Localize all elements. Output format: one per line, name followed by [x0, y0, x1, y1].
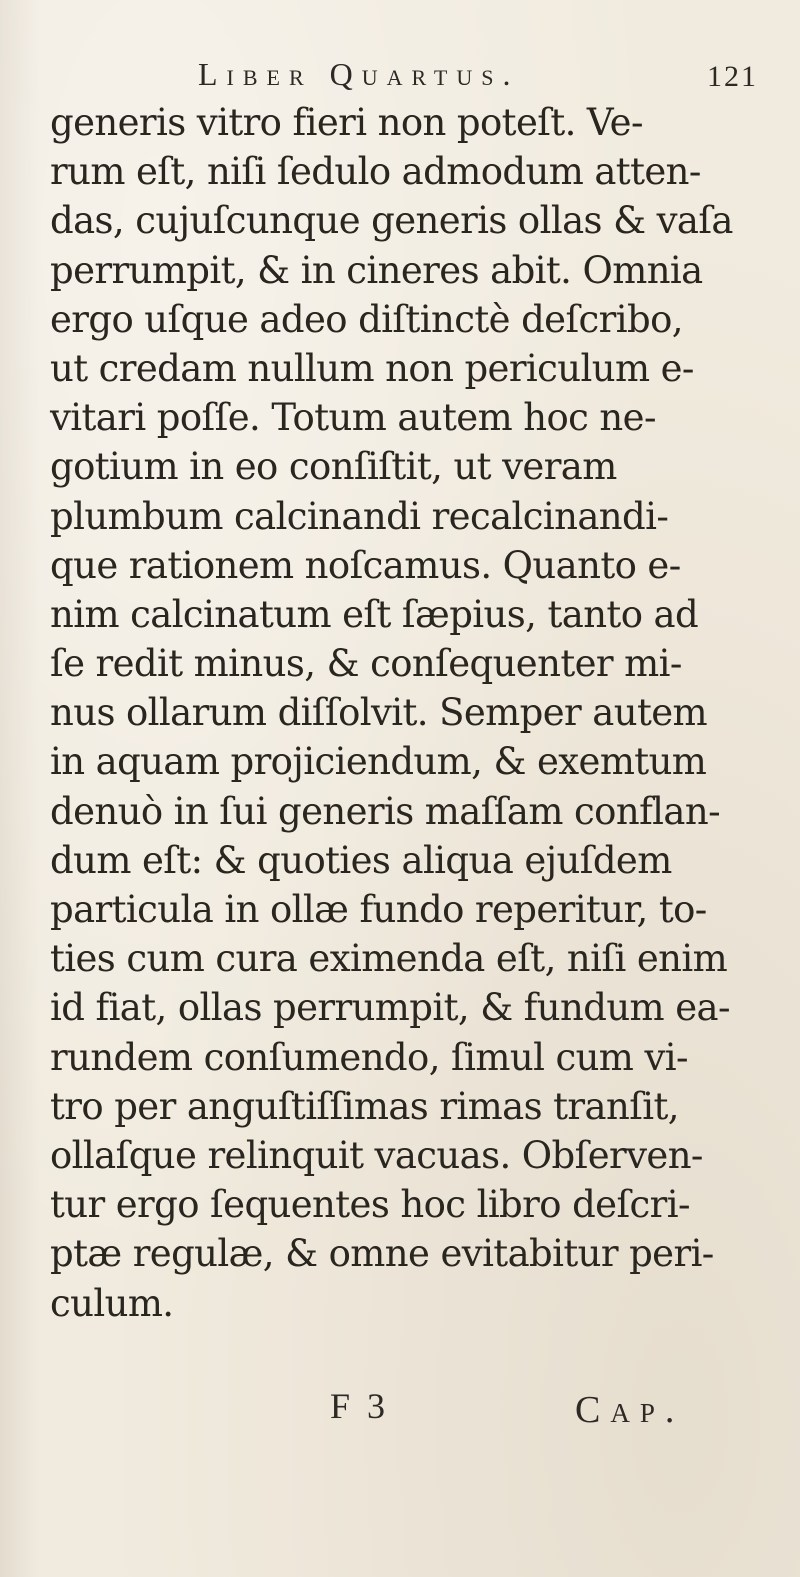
running-head — [198, 56, 758, 100]
body-text — [50, 98, 770, 1328]
signature-mark: F 3 — [330, 1386, 390, 1426]
text-line: das, cujuſcunque generis ollas & vaſa — [50, 199, 733, 243]
text-line: nim calcinatum eſt ſæpius, tanto ad — [50, 592, 699, 636]
text-line: ſe redit minus, & conſequenter mi- — [50, 642, 682, 686]
page-number: 121 — [707, 60, 758, 93]
text-line: generis vitro fieri non poteſt. Ve- — [50, 101, 643, 144]
text-line: rundem conſumendo, ſimul cum vi- — [50, 1035, 688, 1079]
text-line: tro per anguſtiſſimas rimas tranſit, — [50, 1084, 679, 1128]
text-line: dum eſt: & quoties aliqua ejuſdem — [50, 838, 672, 882]
text-line: que rationem noſcamus. Quanto e- — [50, 543, 681, 587]
text-line: gotium in eo conſiſtit, ut veram — [50, 445, 617, 489]
text-line: particula in ollæ fundo reperitur, to- — [50, 888, 707, 931]
text-line: in aquam projiciendum, & exemtum — [50, 740, 707, 784]
catchword: Cap. — [575, 1389, 685, 1431]
text-line: nus ollarum diſſolvit. Semper autem — [50, 691, 708, 735]
text-line: plumbum calcinandi recalcinandi- — [50, 494, 669, 538]
text-line: id fiat, ollas perrumpit, & fundum ea- — [50, 986, 730, 1030]
text-line: ties cum cura eximenda eſt, niſi enim — [50, 937, 728, 981]
text-line: rum eſt, niſi ſedulo admodum atten- — [50, 150, 701, 194]
text-line: ollaſque relinquit vacuas. Obſerven- — [50, 1133, 703, 1177]
running-title: Liber Quartus. — [198, 56, 520, 92]
text-line: ergo uſque adeo diſtinctè deſcribo, — [50, 297, 683, 341]
text-line: ptæ regulæ, & omne evitabitur peri- — [50, 1232, 714, 1276]
text-line: culum. — [50, 1281, 174, 1325]
text-line: perrumpit, & in cineres abit. Omnia — [50, 248, 703, 292]
text-line: tur ergo ſequentes hoc libro deſcri- — [50, 1183, 690, 1227]
text-line: ut credam nullum non periculum e- — [50, 346, 694, 390]
text-line: denuò in ſui generis maſſam conflan- — [50, 789, 720, 833]
text-line: vitari poſſe. Totum autem hoc ne- — [50, 396, 656, 440]
